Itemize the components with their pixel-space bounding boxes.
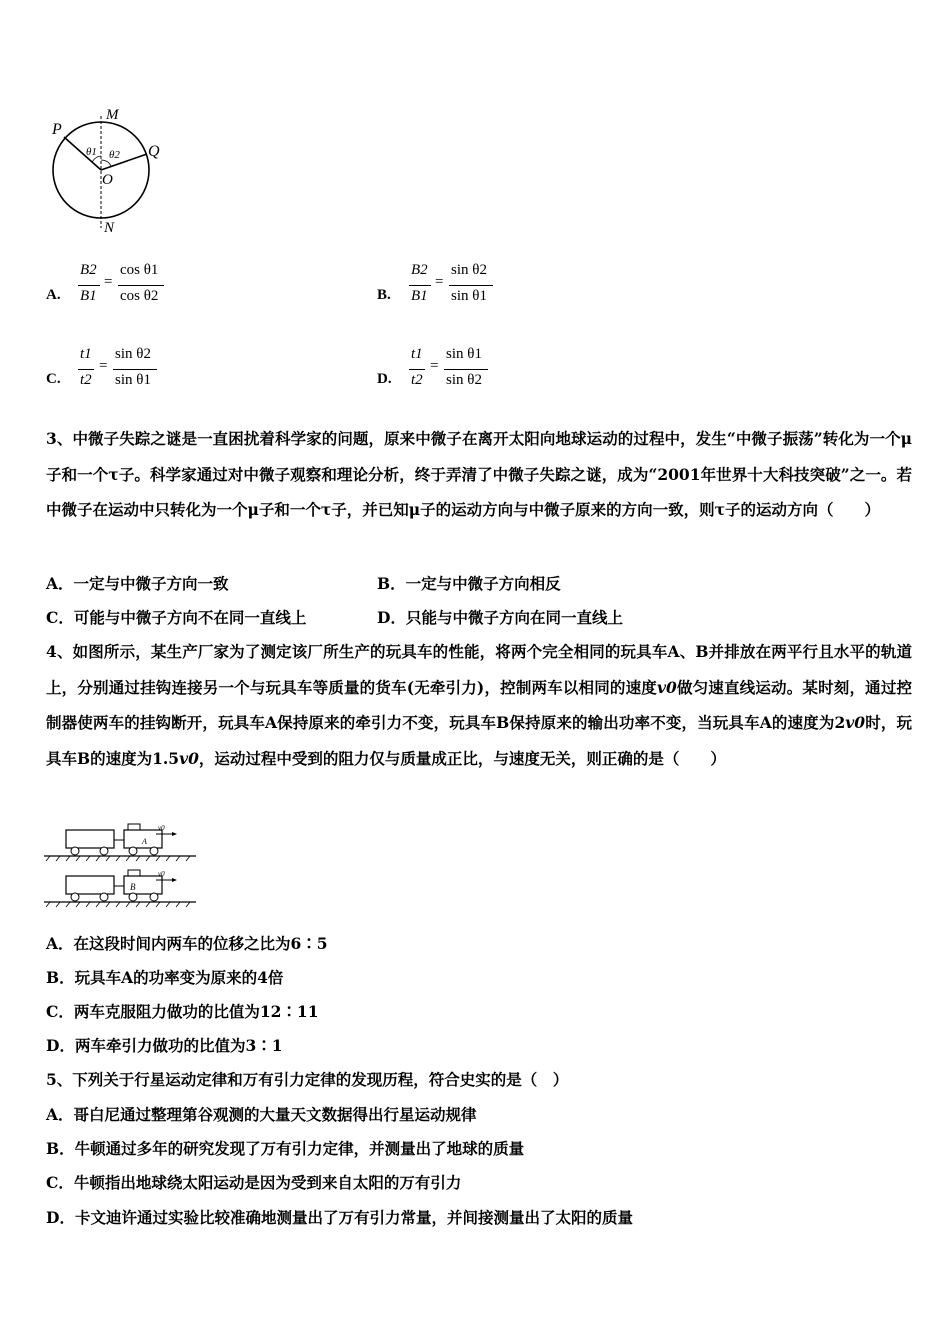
q5-option-b: B．牛顿通过多年的研究发现了万有引力定律，并测量出了地球的质量: [46, 1139, 525, 1158]
rhs-denominator: cos θ2: [120, 288, 159, 304]
q3-option-c: C．可能与中微子方向不在同一直线上: [46, 608, 307, 627]
cargo-wagon-b: [66, 876, 114, 894]
q4-stem-part4: ，运动过程中受到的阻力仅与质量成正比，与速度无关，则正确的是（ ）: [198, 748, 726, 768]
q2-option-d-letter: D.: [377, 371, 392, 387]
track-a: [44, 824, 196, 861]
label-n: N: [104, 220, 115, 236]
q4-v0-a: v0: [656, 677, 677, 697]
rhs-numerator: sin θ2: [451, 262, 487, 278]
rhs-numerator: cos θ1: [120, 262, 159, 278]
q2-option-d-formula: t1 t2 = sin θ1 sin θ2: [409, 346, 519, 396]
lhs-numerator: t1: [411, 346, 423, 362]
lhs-numerator: t1: [80, 346, 92, 362]
v0-label-b: v0: [158, 870, 165, 878]
q4-option-d: D．两车牵引力做功的比值为3∶1: [46, 1036, 283, 1055]
rhs-numerator: sin θ2: [115, 346, 151, 362]
q4-option-b: B．玩具车A的功率变为原来的4倍: [46, 968, 284, 987]
q3-option-a: A．一定与中微子方向一致: [46, 574, 229, 593]
q4-v0-c: v0: [179, 748, 199, 768]
q4-stem-part2: 做匀速直线运动。某时刻，通过控制器使两车的挂钩断开，玩具车A保持原来的牵引力不变，玩具车B保持原来的输出功率不变，当玩具车A的速度为2: [46, 677, 912, 732]
rhs-denominator: sin θ2: [446, 372, 482, 388]
circle-figure: [40, 100, 180, 240]
lhs-numerator: B2: [80, 262, 97, 278]
q2-option-a-formula: B2 B1 = cos θ1 cos θ2: [78, 262, 188, 312]
q2-option-c-formula: t1 t2 = sin θ2 sin θ1: [78, 346, 188, 396]
lhs-denominator: t2: [411, 372, 423, 388]
label-theta1: θ1: [86, 146, 97, 158]
q5-option-c: C．牛顿指出地球绕太阳运动是因为受到来自太阳的万有引力: [46, 1173, 462, 1192]
q3-option-b: B．一定与中微子方向相反: [377, 574, 561, 593]
q5-option-d: D．卡文迪许通过实验比较准确地测量出了万有引力常量，并间接测量出了太阳的质量: [46, 1208, 633, 1227]
q4-stem-part3: 时，玩具车B的速度为1.5: [46, 713, 912, 768]
car-b-label: B: [130, 882, 136, 892]
label-q: Q: [148, 143, 160, 160]
cargo-wagon-a: [66, 830, 114, 848]
lhs-numerator: B2: [411, 262, 428, 278]
label-o: O: [102, 172, 113, 188]
q3-stem: 3、中微子失踪之谜是一直困扰着科学家的问题，原来中微子在离开太阳向地球运动的过程中，发生“中微子振荡”转化为一个μ子和一个τ子。科学家通过对中微子观察和理论分析，终于弄清了中微子失踪之谜，成为“2001年世界十大科技突破”之一。若中微子在运动中只转化为一个μ子和一个τ子，并已知μ子的运动方向与中微子原来的方向一致，则τ子的运动方向（ ）: [46, 429, 912, 519]
toy-car-figure: [44, 820, 204, 912]
label-theta2: θ2: [109, 149, 120, 161]
label-p: P: [52, 121, 62, 138]
q4-v0-b: v0: [845, 713, 866, 732]
lhs-denominator: B1: [411, 288, 428, 304]
q3-option-d: D．只能与中微子方向在同一直线上: [377, 608, 623, 627]
car-a-label: A: [142, 837, 147, 846]
q4-stem-part1: 4、如图所示，某生产厂家为了测定该厂所生产的玩具车的性能，将两个完全相同的玩具车A、B并排放在两平行且水平的轨道上，分别通过挂钩连接另一个与玩具车等质量的货车(无牵引力)，控制两车以相同的速度: [46, 642, 912, 697]
lhs-denominator: B1: [80, 288, 97, 304]
q4-option-a: A．在这段时间内两车的位移之比为6∶5: [46, 934, 328, 953]
q2-option-c-letter: C.: [46, 371, 61, 387]
track-b: [44, 870, 196, 907]
q2-option-b-letter: B.: [377, 287, 391, 303]
v0-label-a: v0: [158, 824, 165, 832]
label-m: M: [106, 107, 119, 123]
q2-option-b-formula: B2 B1 = sin θ2 sin θ1: [409, 262, 519, 312]
q2-option-a-letter: A.: [46, 287, 61, 303]
rhs-numerator: sin θ1: [446, 346, 482, 362]
lhs-denominator: t2: [80, 372, 92, 388]
q5-stem: 5、下列关于行星运动定律和万有引力定律的发现历程，符合史实的是（ ）: [46, 1070, 569, 1089]
q5-option-a: A．哥白尼通过整理第谷观测的大量天文数据得出行星运动规律: [46, 1105, 477, 1124]
q4-stem: [46, 634, 912, 776]
rhs-denominator: sin θ1: [115, 372, 151, 388]
rhs-denominator: sin θ1: [451, 288, 487, 304]
q4-option-c: C．两车克服阻力做功的比值为12∶11: [46, 1002, 319, 1021]
